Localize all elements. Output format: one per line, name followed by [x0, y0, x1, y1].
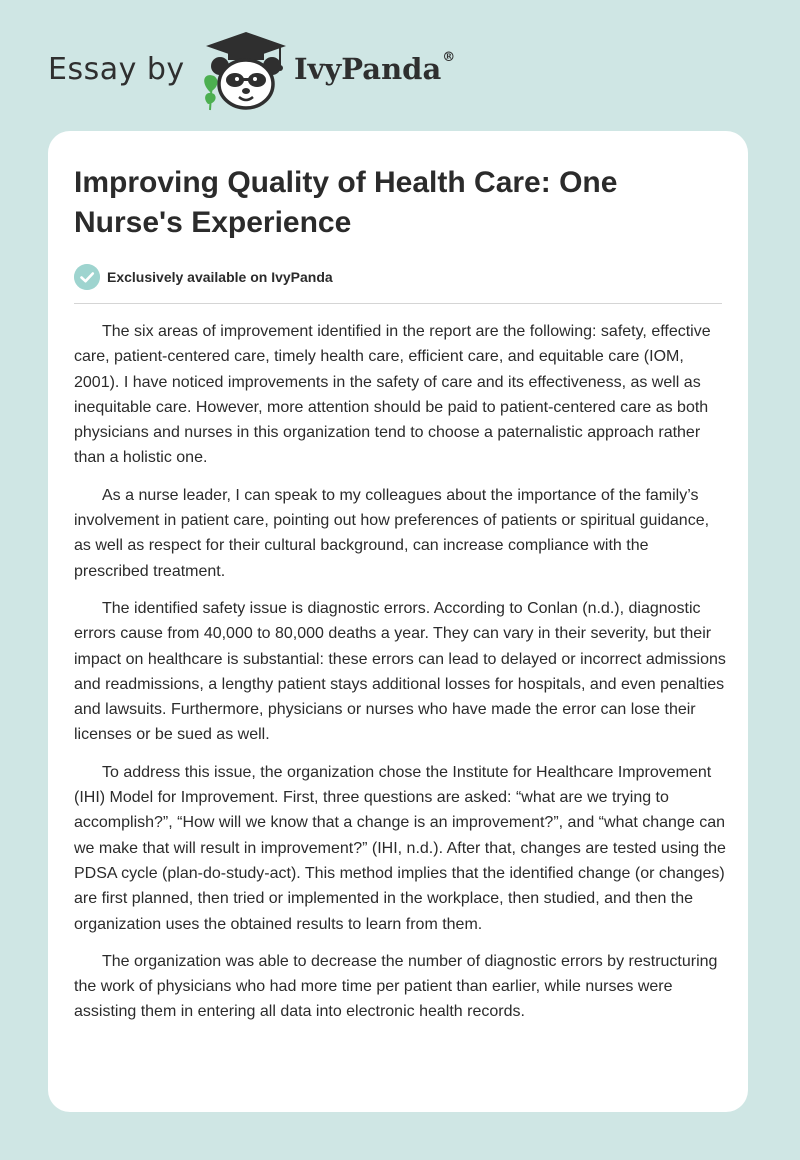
paragraph: The identified safety issue is diagnostic errors. According to Conlan (n.d.), diagnostic errors cause from 40,000 to 80,000 deaths a year. They can vary in their severity, but their impact on healthcare is substantial: these errors can lead to delayed or incorrect admissions and readmissions, a lengthy patient stays additional losses for hospitals, and even penalties and lawsuits. Furthermore, physicians or nurses who have made the error can lose their licenses or be sued as well. [74, 599, 726, 744]
divider [74, 303, 722, 304]
exclusive-badge [74, 264, 333, 290]
exclusive-label: Exclusively available on IvyPanda [107, 269, 333, 285]
paragraph: The organization was able to decrease the number of diagnostic errors by restructuring the work of physicians who had more time per patient than earlier, while nurses were assisting them in entering all data into electronic health records. [74, 952, 718, 1021]
essay-by-label: Essay by [48, 52, 185, 87]
paragraph: To address this issue, the organization chose the Institute for Healthcare Improvement (IHI) Model for Improvement. First, three questions are asked: “what are we trying to accomplish?”, “How will we know that a change is an improvement?”, and “what change can we make that will result in improvement?” (IHI, n.d.). After that, changes are tested using the PDSA cycle (plan-do-study-act). This method implies that the identified change (or changes) are first planned, then tried or implemented in the workplace, then studied, and then the organization uses the obtained results to learn from them. [74, 763, 726, 933]
paragraph: As a nurse leader, I can speak to my colleagues about the importance of the family’s involvement in patient care, pointing out how preferences of patients or spiritual guidance, as well as respect for their cultural background, can increase compliance with the prescribed treatment. [74, 486, 710, 580]
check-circle-icon [74, 264, 100, 290]
essay-title: Improving Quality of Health Care: One Nurse's Experience [74, 166, 618, 239]
registered-mark: ® [442, 50, 456, 65]
essay-card [48, 131, 748, 1112]
essay-body [74, 319, 726, 1037]
paragraph: The six areas of improvement identified in the report are the following: safety, effective care, patient-centered care, timely health care, efficient care, and equitable care (IOM, 2001). I have noticed improvements in the safety of care and its effectiveness, as well as inequitable care. However, more attention should be paid to patient-centered care as both physicians and nurses in this organization tend to choose a paternalistic approach rather than a holistic one. [74, 323, 711, 467]
site-brand[interactable] [48, 30, 488, 114]
panda-graduate-logo-icon [198, 30, 294, 114]
brand-name: IvyPanda® [294, 50, 456, 86]
